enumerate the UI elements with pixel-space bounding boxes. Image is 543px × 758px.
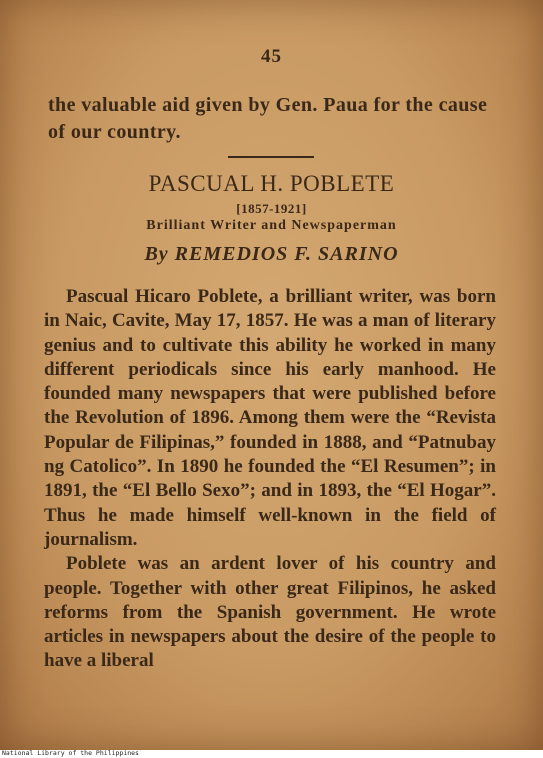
article-years: [1857-1921]	[236, 201, 307, 216]
section-divider	[228, 156, 314, 158]
continued-text: the valuable aid given by Gen. Paua for the cause of our country.	[48, 94, 488, 143]
body-paragraph: Pascual Hicaro Poblete, a brilliant writer, was born in Naic, Cavite, May 17, 1857. He was a man of literary genius and to cultivate this ability he worked in many different periodicals since his early manhood. He founded many newspapers that were published before the Revolution of 1896. Among them were the “Revista Popular de Filipinas,” founded in 1888, and “Patnubay ng Catolico”. In 1890 he founded the “El Resumen”; in 1891, the “El Bello Sexo”; and in 1893, the “El Hogar”. Thus he made himself well-known in the field of journalism.	[44, 286, 496, 550]
article-title: PASCUAL H. POBLETE	[148, 171, 395, 196]
library-credit: National Library of the Philippines	[2, 749, 139, 757]
page-number: 45	[261, 46, 282, 67]
article-byline: By REMEDIOS F. SARINO	[144, 243, 399, 265]
article-subtitle: Brilliant Writer and Newspaperman	[146, 218, 397, 233]
body-paragraph: Poblete was an ardent lover of his country and people. Together with other great Filipinos, he asked reforms from the Spanish government. He wrote articles in newspapers about the desire of the people to have a liberal	[44, 553, 496, 672]
article-body	[44, 285, 496, 674]
